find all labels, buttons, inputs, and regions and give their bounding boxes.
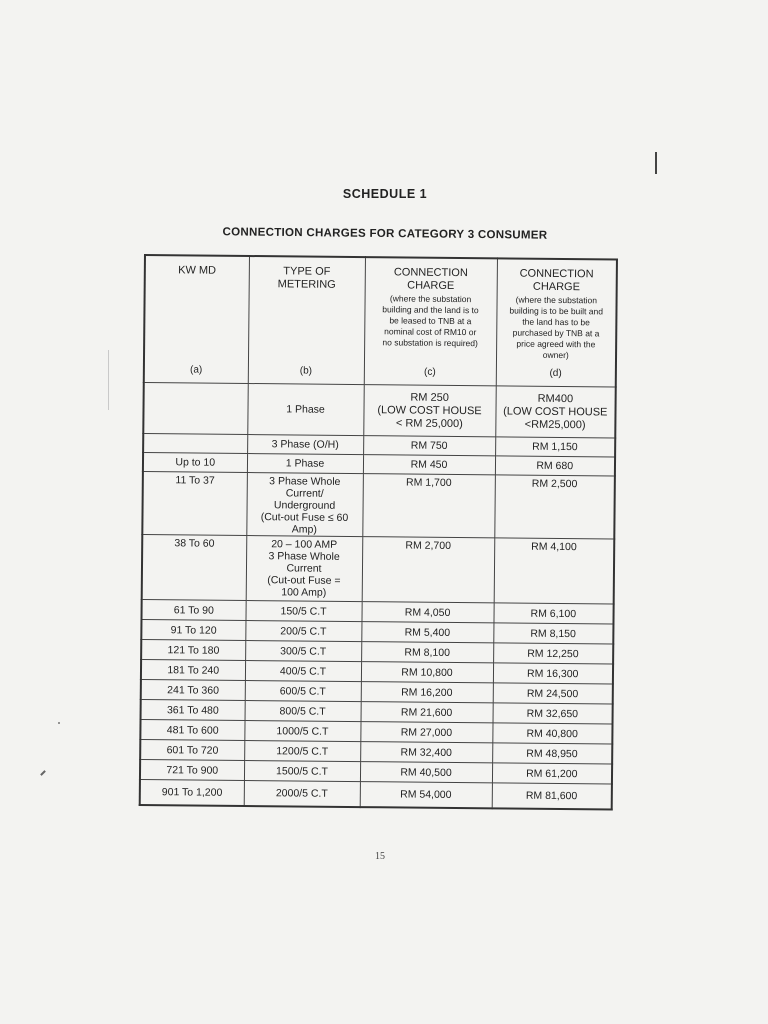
cell-metering: 200/5 C.T xyxy=(245,620,361,641)
cell-metering: 1 Phase xyxy=(247,453,363,473)
connection-charges-table xyxy=(139,254,618,811)
cell-metering: 1200/5 C.T xyxy=(244,740,360,761)
cell-charge-leased: RM 32,400 xyxy=(360,742,492,763)
cell-charge-purchased: RM400 (LOW COST HOUSE <RM25,000) xyxy=(495,386,615,438)
header-note: (where the substation building is to be built and the land has to be purchased by TNB at a price agreed with the owner) xyxy=(509,294,604,361)
cell-charge-leased: RM 21,600 xyxy=(361,702,493,723)
cell-metering: 1 Phase xyxy=(247,384,363,436)
cell-kw-md: 181 To 240 xyxy=(141,659,245,680)
cell-metering: 400/5 C.T xyxy=(245,660,361,681)
cell-charge-leased: RM 40,500 xyxy=(360,762,492,783)
cell-kw-md: 61 To 90 xyxy=(141,599,245,620)
page-number: 15 xyxy=(375,851,385,862)
cell-charge-purchased: RM 61,200 xyxy=(492,763,612,784)
cell-kw-md: 121 To 180 xyxy=(141,639,245,660)
cell-charge-leased: RM 2,700 xyxy=(362,537,495,603)
cell-charge-leased: RM 27,000 xyxy=(360,722,492,743)
cell-charge-leased: RM 1,700 xyxy=(362,474,495,538)
cell-charge-purchased: RM 680 xyxy=(495,456,615,476)
cell-charge-leased: RM 250 (LOW COST HOUSE < RM 25,000) xyxy=(363,385,495,437)
header-main: CONNECTION CHARGE xyxy=(393,266,468,292)
header-letter: (a) xyxy=(189,364,203,376)
header-metering xyxy=(248,256,365,385)
cell-charge-purchased: RM 12,250 xyxy=(493,643,613,664)
header-note: (where the substation building and the land is to be leased to TNB at a nominal cost of RM10 or no substation is required) xyxy=(382,293,479,349)
cell-metering: 20 – 100 AMP 3 Phase Whole Current (Cut-out Fuse = 100 Amp) xyxy=(246,535,363,601)
table-body xyxy=(140,383,616,810)
schedule-title: SCHEDULE 1 xyxy=(342,187,428,201)
table-row xyxy=(142,471,615,539)
cell-metering: 3 Phase (O/H) xyxy=(247,434,363,454)
cell-metering: 300/5 C.T xyxy=(245,640,361,661)
cell-metering: 800/5 C.T xyxy=(245,700,361,721)
document-title: CONNECTION CHARGES FOR CATEGORY 3 CONSUMER xyxy=(222,226,548,242)
cell-charge-purchased: RM 6,100 xyxy=(493,603,613,624)
cell-metering: 3 Phase Whole Current/ Underground (Cut-out Fuse ≤ 60 Amp) xyxy=(246,472,363,536)
cell-charge-leased: RM 16,200 xyxy=(361,682,493,703)
cell-charge-leased: RM 4,050 xyxy=(361,602,493,623)
cell-charge-purchased: RM 1,150 xyxy=(495,437,615,457)
header-main: KW MD xyxy=(178,264,217,277)
cell-kw-md: 38 To 60 xyxy=(142,534,247,600)
cell-kw-md xyxy=(143,383,247,435)
cell-metering: 150/5 C.T xyxy=(245,600,361,621)
margin-mark xyxy=(655,152,657,174)
cell-kw-md: 481 To 600 xyxy=(140,719,244,740)
header-letter: (d) xyxy=(549,367,562,380)
header-letter: (b) xyxy=(299,365,313,377)
cell-charge-purchased: RM 2,500 xyxy=(494,475,615,539)
cell-charge-leased: RM 750 xyxy=(363,436,495,456)
header-main: CONNECTION CHARGE xyxy=(519,267,594,293)
cell-kw-md: 241 To 360 xyxy=(141,679,245,700)
cell-kw-md: 901 To 1,200 xyxy=(140,779,244,805)
cell-kw-md xyxy=(143,434,247,454)
cell-charge-purchased: RM 48,950 xyxy=(492,743,612,764)
charges-table-container xyxy=(139,254,616,811)
table-header-row xyxy=(144,255,617,387)
table-row xyxy=(143,383,615,439)
cell-charge-purchased: RM 4,100 xyxy=(494,538,615,604)
header-kw-md xyxy=(144,255,249,383)
header-charge-leased xyxy=(364,257,497,386)
cell-charge-purchased: RM 8,150 xyxy=(493,623,613,644)
cell-charge-purchased: RM 81,600 xyxy=(492,783,612,810)
table-row xyxy=(142,534,615,604)
cell-kw-md: Up to 10 xyxy=(143,453,247,473)
cell-charge-leased: RM 10,800 xyxy=(361,662,493,683)
cell-kw-md: 11 To 37 xyxy=(142,471,247,535)
cell-charge-leased: RM 54,000 xyxy=(360,782,492,809)
table-row xyxy=(140,779,612,809)
cell-metering: 1000/5 C.T xyxy=(244,720,360,741)
cell-kw-md: 721 To 900 xyxy=(140,759,244,780)
cell-metering: 2000/5 C.T xyxy=(244,780,360,807)
cell-charge-leased: RM 5,400 xyxy=(361,622,493,643)
cell-metering: 1500/5 C.T xyxy=(244,760,360,781)
header-charge-purchased xyxy=(496,258,617,387)
cell-charge-leased: RM 450 xyxy=(363,455,495,475)
scan-shadow xyxy=(108,350,109,410)
cell-charge-purchased: RM 32,650 xyxy=(493,703,613,724)
header-main: TYPE OF METERING xyxy=(277,265,336,291)
cell-kw-md: 91 To 120 xyxy=(141,619,245,640)
scan-dot xyxy=(58,722,60,724)
cell-kw-md: 601 To 720 xyxy=(140,739,244,760)
cell-charge-purchased: RM 40,800 xyxy=(492,723,612,744)
scan-speck xyxy=(40,770,46,776)
cell-charge-purchased: RM 24,500 xyxy=(493,683,613,704)
cell-charge-purchased: RM 16,300 xyxy=(493,663,613,684)
cell-metering: 600/5 C.T xyxy=(245,680,361,701)
cell-kw-md: 361 To 480 xyxy=(141,699,245,720)
header-letter: (c) xyxy=(423,366,436,378)
cell-charge-leased: RM 8,100 xyxy=(361,642,493,663)
